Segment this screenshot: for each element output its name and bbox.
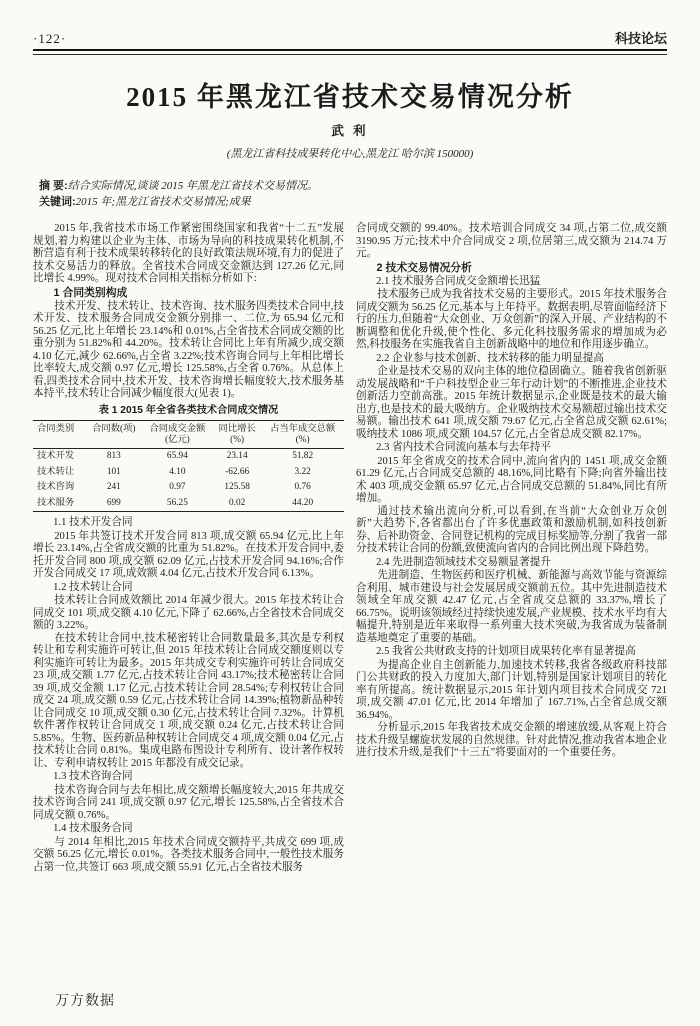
keywords-label: 关键词: — [39, 196, 76, 208]
cell: 技术咨询 — [37, 482, 75, 492]
paragraph-contract-categories: 技术开发、技术转让、技术咨询、技术服务四类技术合同中,技术开发、技术服务合同成交金额分别排一、二位,为 65.94 亿元和 56.25 亿元,比上年增长 23.14%和 0.01%,占全省技术合同成交额的比重分别为 51.82%和 44.20%。技术转让合同比上年有所减少,成交额 4.10 亿元,减少 62.66%,占全省 3.22%;技术咨询合同与上年相比增长比率较大,成交额 0.97 亿元,增长 125.58%,占全省 0.76%。从总体上看,四类技术合同中,技术开发、技术咨询增长幅度较大,技术服务基本持平,技术转让合同减少幅度很大(见表 1)。 — [33, 300, 344, 399]
table-row — [33, 449, 344, 465]
abstract-line — [39, 178, 661, 194]
cell: 0.02 — [229, 497, 246, 508]
cell: 44.20 — [292, 497, 314, 508]
section-heading-2-1: 2.1 技术服务合同成交金额增长迅猛 — [376, 275, 541, 287]
table-header — [33, 421, 344, 449]
paragraph-2-4: 先进制造、生物医药和医疗机械、新能源与高效节能与资源综合利用、城市建设与社会发展居成交额前五位。其中先进制造技术领域全年成交额 42.47 亿元,占全省成交总额的 33.37%,增长了 66.75%。说明该领域经过持续快速发展,产业规模、技术水平均有大幅提升,特别是近年来取得一系列重大技术突破,为我省成为装备制造基地奠定了重要的基础。 — [356, 570, 667, 644]
section-heading-1-1: 1.1 技术开发合同 — [53, 517, 133, 528]
table-row — [33, 480, 344, 496]
cell: 51.82 — [292, 451, 314, 461]
section-heading-2-4: 2.4 先进制造领域技术交易额显著提升 — [376, 556, 551, 568]
cell: 技术服务 — [37, 497, 75, 508]
left-column — [33, 223, 344, 874]
section-heading-2-2: 2.2 企业参与技术创新、技术转移的能力明显提高 — [376, 352, 604, 364]
paragraph-1-2a: 技术转让合同成效额比 2014 年减少很大。2015 年技术转让合同成交 101 项,成交额 4.10 亿元,下降了 62.66%,占全省技术合同成交额的 3.22%。 — [33, 595, 344, 631]
cell: 101 — [106, 466, 121, 477]
section-heading-1-2: 1.2 技术转让合同 — [53, 581, 133, 593]
keywords-text: 2015 年;黑龙江省技术交易情况;成果 — [75, 196, 251, 208]
abstract-text: 结合实际情况,谈谈 2015 年黑龙江省技术交易情况。 — [67, 180, 318, 192]
paragraph-2-3b: 通过技术输出流向分析,可以看到,在当前“大众创业万众创新”大趋势下,各省都出台了许多优惠政策和激励机制,如科技创新券、后补助资金、合同登记机构的完成目标奖励等,分割了我省一部分技术转让合同的份额,致使流向省内的合同比例出现下降趋势。 — [356, 505, 667, 554]
paragraph-2-2: 企业是技术交易的双向主体的地位稳固确立。随着我省创新驱动发展战略和“千户科技型企业三年行动计划”的不断推进,企业技术创新活力空前高涨。2015 年统计数据显示,企业既是技术的最大输出方,也是技术的最大吸纳方。企业吸纳技术交易额超过输出技术交易额。输出技术 641 项,成交额 79.67 亿元,占全省总成交额 62.61%;吸纳技术 1086 项,成交额 104.57 亿元,占全省总成交额 82.17%。 — [356, 366, 667, 440]
abstract-label: 摘 要: — [39, 180, 68, 192]
page-number: ·122· — [33, 31, 67, 46]
two-column-body — [33, 223, 667, 874]
section-heading-2-5: 2.5 我省公共财政支持的计划项目成果转化率有显著提高 — [376, 646, 636, 657]
section-heading-2: 2 技术交易情况分析 — [376, 261, 472, 274]
article-author: 武 利 — [331, 124, 369, 138]
paragraph-1-3: 技术咨询合同与去年相比,成交额增长幅度较大,2015 年共成交技术咨询合同 241 项,成交额 0.97 亿元,增长 125.58%,占全省技术合同成交额 0.76%。 — [33, 784, 344, 821]
col-header-contract-type: 合同类别 — [33, 421, 86, 449]
section-heading-1: 1 合同类别构成 — [53, 286, 128, 299]
table-row — [33, 465, 344, 481]
journal-section-label: 科技论坛 — [614, 31, 667, 46]
col-header-amount: 合同成交金额 (亿元) — [142, 421, 213, 449]
cell: 813 — [106, 451, 121, 461]
paragraph-intro: 2015 年,我省技术市场工作紧密围绕国家和我省“十二五”发展规划,着力构建以企业为主体、市场为导向的科技成果转化机制,不断营造有利于技术成果转移转化的良好政策法规环境,有力的促进了技术交易活力的释放。全省技术合同成交金额达到 127.26 亿元,同比增长 4.99%。现对技术合同相关指标分析如下: — [33, 223, 344, 284]
cell: 4.10 — [169, 466, 186, 477]
cell: 23.14 — [226, 451, 248, 461]
section-heading-1-3: 1.3 技术咨询合同 — [53, 771, 133, 782]
header-rule — [33, 49, 667, 55]
wanfang-watermark: 万方数据 — [55, 992, 115, 1008]
paragraph-1-1: 2015 年共签订技术开发合同 813 项,成交额 65.94 亿元,比上年增长 23.14%,占全省成交额的比重为 51.82%。在技术开发合同中,委托开发合同 800 项,成交额 62.09 亿元,占技术开发合同 94.16%;合作开发合同成交 17 项,成效额 4.04 亿元,占技术开发合同 6.13%。 — [33, 530, 344, 579]
paragraph-2-5a: 为提高企业自主创新能力,加速技术转移,我省各级政府科技部门公共财政的投入力度加大,部门计划,特别是国家计划项目的转化率有所提高。统计数据显示,2015 年计划内项目技术合同成交 721 项,成交额 47.01 亿元,比 2014 年增加了 167.71%,占全省总成交额 36.94%。 — [356, 659, 667, 721]
section-heading-2-3: 2.3 省内技术合同流向基本与去年持平 — [376, 442, 551, 453]
cell: 0.76 — [294, 482, 311, 492]
cell: -62.66 — [225, 466, 250, 477]
cell: 技术开发 — [37, 451, 75, 461]
cell: 技术转让 — [37, 466, 75, 477]
paragraph-1-4-continued: 合同成交额的 99.40%。技术培训合同成交 34 项,占第二位,成交额 3190.95 万元;技术中介合同成交 2 项,位居第三,成交额为 214.74 万元。 — [356, 223, 667, 259]
section-heading-1-4: 1.4 技术服务合同 — [53, 823, 133, 834]
paragraph-1-4: 与 2014 年相比,2015 年技术合同成交额持平,共成交 699 项,成交额 56.25 亿元,增长 0.01%。各类技术服务合同中,一般性技术服务占第一位,共签订 663 项,成交额 55.91 亿元,占全省技术服务 — [33, 836, 344, 873]
table-row — [33, 496, 344, 512]
cell: 0.97 — [169, 482, 186, 492]
cell: 125.58 — [224, 482, 250, 492]
cell: 241 — [106, 482, 121, 492]
cell: 3.22 — [294, 466, 311, 477]
cell: 56.25 — [166, 497, 188, 508]
cell: 65.94 — [166, 451, 188, 461]
table-contract-stats — [33, 420, 344, 512]
table-caption: 表 1 2015 年全省各类技术合同成交情况 — [98, 404, 279, 416]
author-affiliation: (黑龙江省科技成果转化中心,黑龙江 哈尔滨 150000) — [226, 148, 474, 160]
keywords-line — [39, 194, 661, 210]
running-head — [33, 0, 667, 47]
paragraph-2-3a: 2015 年全省成交的技术合同中,流向省内的 1451 项,成交金额 61.29 亿元,占合同成交总额的 48.16%,同比略有下降;向省外输出技术 403 项,成交金额 65.97 亿元,占合同成交总额的 51.84%,同比有所增加。 — [356, 455, 667, 504]
article-title: 2015 年黑龙江省技术交易情况分析 — [126, 82, 574, 112]
cell: 699 — [106, 497, 121, 508]
paragraph-2-1: 技术服务已成为我省技术交易的主要形式。2015 年技术服务合同成交额为 56.25 亿元,基本与上年持平。数据表明,尽管面临经济下行的压力,但随着“大众创业、万众创新”的深入开展、产业结构的不断调整和优化升级,使个性化、多元化科技服务需求的增加成为必然,科技服务在实施我省自主创新战略中的地位和作用逐步确立。 — [356, 289, 667, 350]
col-header-share: 占当年成交总额 (%) — [261, 421, 344, 449]
col-header-yoy-growth: 同比增长 (%) — [213, 421, 261, 449]
paragraph-1-2b: 在技术转让合同中,技术秘密转让合同数量最多,其次是专利权转让和专利实施许可转让,但 2015 年技术转让合同成交额度则以专利实施许可转让为最多。2015 年共成交专利实施许可转让合同成交 23 项,成交额 1.77 亿元,占技术转让合同 43.17%;技术秘密转让合同 39 项,成交金额 1.17 亿元,占技术转让合同 28.54%;专利权转让合同成交 24 项,成交额 0.59 亿元,占技术转让合同 14.39%;植物新品种转让合同成交 10 项,成交额 0.30 亿元,占技术转让合同 7.32%。计算机软件著作权转让合同成交 1 项,成交额 0.24 亿元,占技术转让合同 5.85%。生物、医药新品种权转让合同成交 4 项,成交额 0.04 亿元,占技术转让合同 0.81%。集成电路布图设计专利所有、设计著作权转让、专利申请权转让 2015 年都没有成交记录。 — [33, 632, 344, 769]
col-header-contract-count: 合同数(项) — [86, 421, 142, 449]
paragraph-2-5b: 分析显示,2015 年我省技术成交金额的增速放缓,从客观上符合技术升级呈螺旋状发展的自然规律。针对此情况,推动我省本地企业进行技术升级,是我们“十三五”将要面对的一个重要任务。 — [356, 722, 667, 758]
right-column — [356, 223, 667, 874]
